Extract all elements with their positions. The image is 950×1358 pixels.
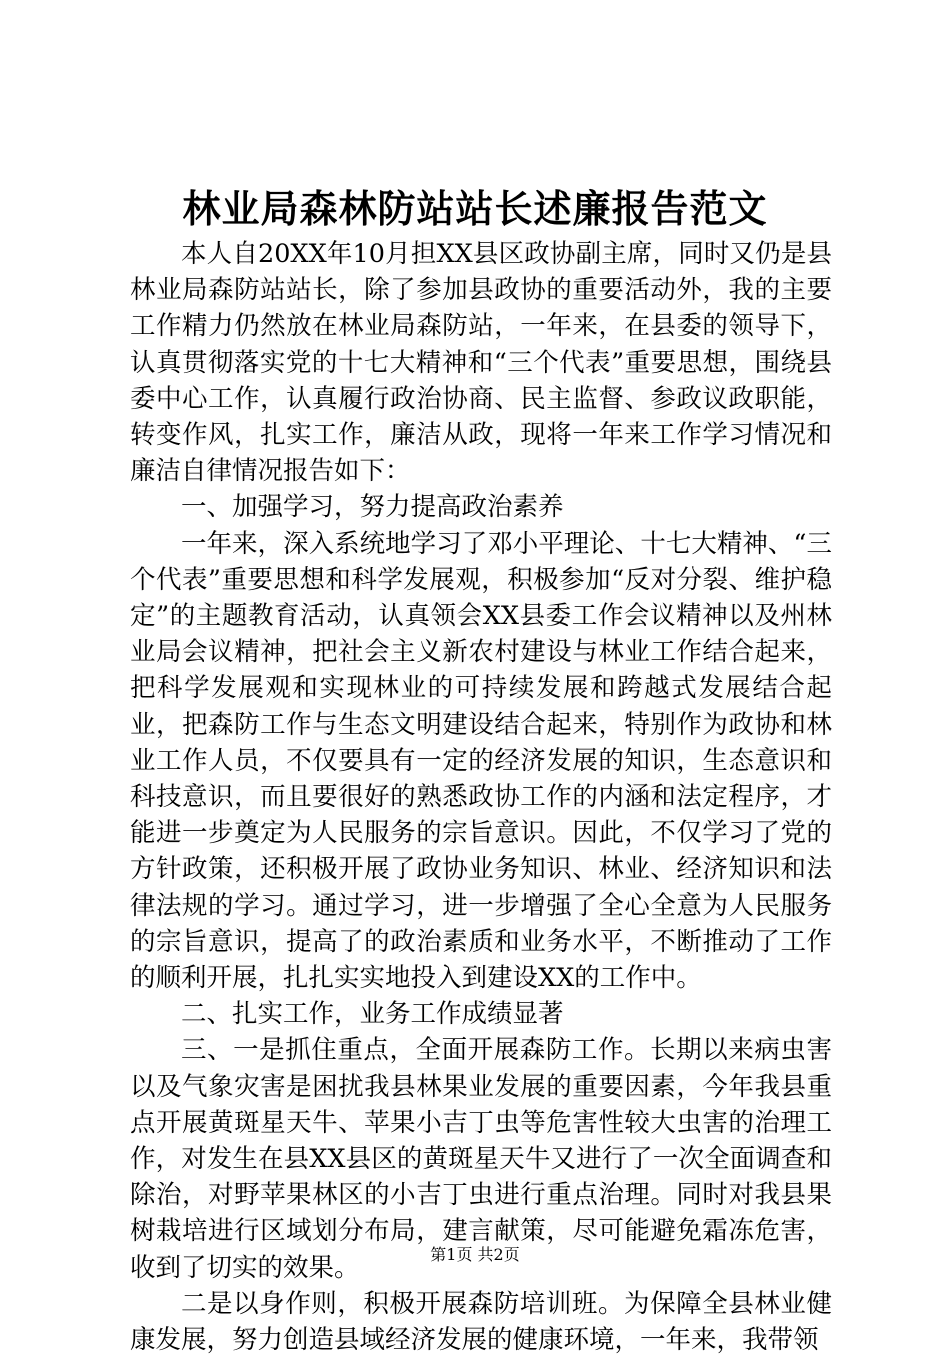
document-body (130, 236, 832, 1358)
section-heading-1: 一、加强学习，努力提高政治素养 (181, 492, 564, 523)
paragraph-study: 一年来，深入系统地学习了邓小平理论、十七大精神、“三个代表”重要思想和科学发展观，积极参加“反对分裂、维护稳定”的主题教育活动，认真领会XX县委工作会议精神以及州林业局会议精神，把社会主义新农村建设与林业工作结合起来，把科学发展观和实现林业的可持续发展和跨越式发展结合起业，把森防工作与生态文明建设结合起来，特别作为政协和林业工作人员，不仅要具有一定的经济发展的知识，生态意识和科技意识，而且要很好的熟悉政协工作的内涵和法定程序，才能进一步奠定为人民服务的宗旨意识。因此，不仅学习了党的方针政策，还积极开展了政协业务知识、林业、经济知识和法律法规的学习。通过学习，进一步增强了全心全意为人民服务的宗旨意识，提高了的政治素质和业务水平，不断推动了工作的顺利开展，扎扎实实地投入到建设XX的工作中。 (130, 528, 832, 994)
section-heading-2: 二、扎实工作，业务工作成绩显著 (181, 999, 564, 1030)
page-footer: 第1页 共2页 (430, 1245, 520, 1264)
paragraph-training: 二是以身作则，积极开展森防培训班。为保障全县林业健康发展，努力创造县域经济发展的健康环境，一年来，我带领 (130, 1288, 832, 1356)
paragraph-intro: 本人自20XX年10月担XX县区政协副主席，同时又仍是县林业局森防站站长，除了参加县政协的重要活动外，我的主要工作精力仍然放在林业局森防站，一年来，在县委的领导下，认真贯彻落实党的十七大精神和“三个代表”重要思想，围绕县委中心工作，认真履行政治协商、民主监督、参政议政职能，转变作风，扎实工作，廉洁从政，现将一年来工作学习情况和廉洁自律情况报告如下： (130, 239, 832, 487)
paragraph-forest-protection: 三、一是抓住重点，全面开展森防工作。长期以来病虫害以及气象灾害是困扰我县林果业发展的重要因素，今年我县重点开展黄斑星天牛、苹果小吉丁虫等危害性较大虫害的治理工作，对发生在县XX县区的黄斑星天牛又进行了一次全面调查和除治，对野苹果林区的小吉丁虫进行重点治理。同时对我县果树栽培进行区域划分布局，建言献策，尽可能避免霜冻危害，收到了切实的效果。 (130, 1035, 832, 1283)
document-title: 林业局森林防站站长述廉报告范文 (182, 186, 768, 231)
